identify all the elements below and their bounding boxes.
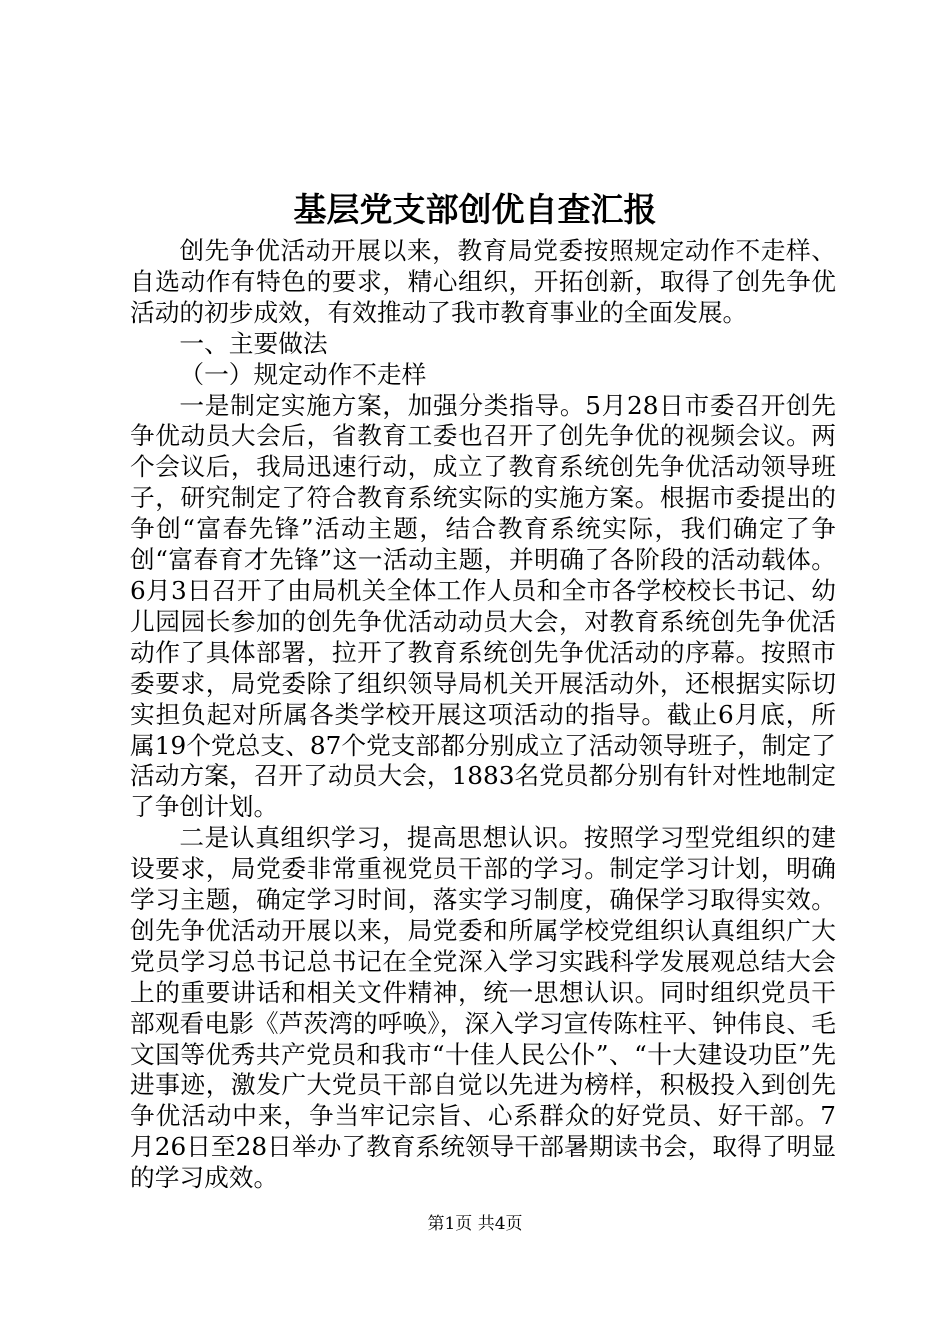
- page-number-footer: 第1页 共4页: [427, 1214, 523, 1234]
- body-paragraph: 二是认真组织学习，提高思想认识。按照学习型党组织的建设要求，局党委非常重视党员干部的学习。制定学习计划，明确学习主题，确定学习时间，落实学习制度，确保学习取得实效。创先争优活动开展以来，局党委和所属学校党组织认真组织广大党员学习总书记总书记在全党深入学习实践科学发展观总结大会上的重要讲话和相关文件精神，统一思想认识。同时组织党员干部观看电影《芦茨湾的呼唤》，深入学习宣传陈柱平、钟伟良、毛文国等优秀共产党员和我市“十佳人民公仆”、“十大建设功臣”先进事迹，激发广大党员干部自觉以先进为榜样，积极投入到创先争优活动中来，争当牢记宗旨、心系群众的好党员、好干部。7月26日至28日举办了教育系统领导干部暑期读书会，取得了明显的学习成效。: [130, 823, 836, 1193]
- subsection-heading: （一）规定动作不走样: [179, 359, 427, 389]
- intro-paragraph: 创先争优活动开展以来，教育局党委按照规定动作不走样、自选动作有特色的要求，精心组织，开拓创新，取得了创先争优活动的初步成效，有效推动了我市教育事业的全面发展。: [130, 236, 836, 327]
- document-title: 基层党支部创优自查汇报: [293, 190, 657, 229]
- body-paragraph: 一是制定实施方案，加强分类指导。5月28日市委召开创先争优动员大会后，省教育工委也召开了创先争优的视频会议。两个会议后，我局迅速行动，成立了教育系统创先争优活动领导班子，研究制定了符合教育系统实际的实施方案。根据市委提出的争创“富春先锋”活动主题，结合教育系统实际，我们确定了争创“富春育才先锋”这一活动主题，并明确了各阶段的活动载体。6月3日召开了由局机关全体工作人员和全市各学校校长书记、幼儿园园长参加的创先争优活动动员大会，对教育系统创先争优活动作了具体部署，拉开了教育系统创先争优活动的序幕。按照市委要求，局党委除了组织领导局机关开展活动外，还根据实际切实担负起对所属各类学校开展这项活动的指导。截止6月底，所属19个党总支、87个党支部都分别成立了活动领导班子，制定了活动方案，召开了动员大会，1883名党员都分别有针对性地制定了争创计划。: [130, 390, 836, 822]
- section-heading: 一、主要做法: [179, 328, 328, 358]
- document-body: [130, 236, 836, 1194]
